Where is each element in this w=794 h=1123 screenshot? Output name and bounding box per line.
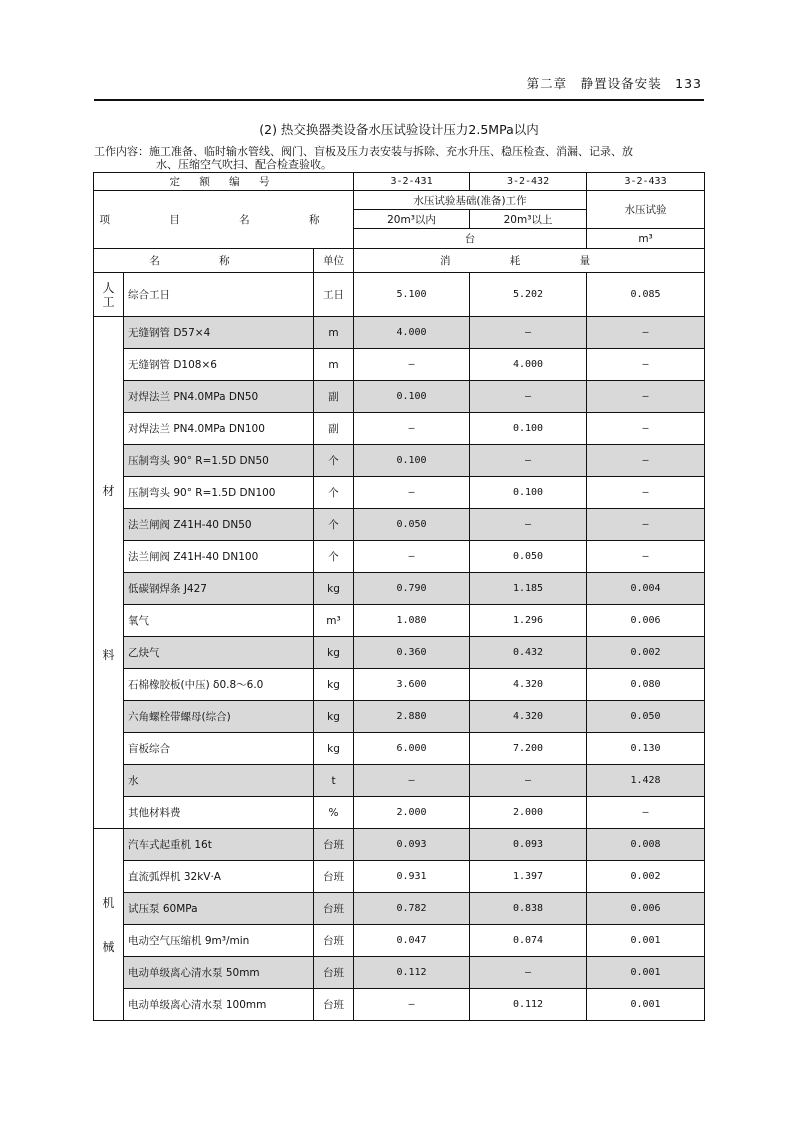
- item-unit: kg: [314, 701, 354, 733]
- work-content-line-2: 水、压缩空气吹扫、配合检查验收。: [156, 157, 332, 171]
- category-machinery-char-2: 械: [102, 939, 115, 954]
- item-value-3: 0.008: [587, 829, 705, 861]
- item-name: 试压泵 60MPa: [124, 893, 314, 925]
- table-row: [94, 477, 705, 509]
- item-name: 石棉橡胶板(中压) δ0.8～6.0: [124, 669, 314, 701]
- item-name: 对焊法兰 PN4.0MPa DN50: [124, 381, 314, 413]
- unit-header: 单位: [314, 249, 354, 273]
- item-value-2: —: [470, 381, 587, 413]
- item-value-1: —: [354, 349, 470, 381]
- sub-label-1: 20m³以内: [354, 210, 470, 229]
- item-value-3: 0.001: [587, 925, 705, 957]
- item-name: 氧气: [124, 605, 314, 637]
- item-unit: kg: [314, 669, 354, 701]
- consume-header: 消 耗 量: [354, 249, 705, 273]
- item-value-2: 1.296: [470, 605, 587, 637]
- item-value-2: 4.320: [470, 701, 587, 733]
- item-name: 六角螺栓带螺母(综合): [124, 701, 314, 733]
- item-value-3: 0.085: [587, 273, 705, 317]
- category-machinery-char-1: 机: [102, 895, 115, 910]
- quota-code-row: [94, 173, 705, 191]
- item-value-2: —: [470, 509, 587, 541]
- item-name: 电动单级离心清水泵 100mm: [124, 989, 314, 1021]
- item-name: 无缝钢管 D108×6: [124, 349, 314, 381]
- item-value-2: 4.320: [470, 669, 587, 701]
- table-row: [94, 669, 705, 701]
- item-unit: 台班: [314, 925, 354, 957]
- item-value-1: —: [354, 477, 470, 509]
- item-value-3: 0.050: [587, 701, 705, 733]
- table-row: [94, 829, 705, 861]
- item-name: 法兰闸阀 Z41H-40 DN50: [124, 509, 314, 541]
- quota-table: [93, 172, 705, 1021]
- table-row: [94, 605, 705, 637]
- item-value-1: 6.000: [354, 733, 470, 765]
- item-unit: 台班: [314, 989, 354, 1021]
- item-unit: kg: [314, 573, 354, 605]
- table-row: [94, 701, 705, 733]
- item-value-2: 1.397: [470, 861, 587, 893]
- item-value-1: 0.093: [354, 829, 470, 861]
- item-value-2: —: [470, 765, 587, 797]
- item-unit: m: [314, 349, 354, 381]
- table-row: [94, 765, 705, 797]
- table-row: [94, 893, 705, 925]
- item-value-3: 1.428: [587, 765, 705, 797]
- quota-code-label: 定 额 编 号: [94, 173, 354, 191]
- item-unit: kg: [314, 637, 354, 669]
- item-value-1: 0.100: [354, 445, 470, 477]
- item-name: 汽车式起重机 16t: [124, 829, 314, 861]
- item-unit: 个: [314, 477, 354, 509]
- item-value-2: 0.074: [470, 925, 587, 957]
- item-unit: 台班: [314, 957, 354, 989]
- item-name: 低碳钢焊条 J427: [124, 573, 314, 605]
- table-row: [94, 317, 705, 349]
- table-row: [94, 733, 705, 765]
- quota-code-3: 3-2-433: [587, 173, 705, 191]
- group-label: 水压试验基础(准备)工作: [354, 191, 587, 210]
- section-title: (2) 热交换器类设备水压试验设计压力2.5MPa以内: [259, 122, 539, 137]
- item-value-1: 0.050: [354, 509, 470, 541]
- item-value-1: 3.600: [354, 669, 470, 701]
- item-value-1: 5.100: [354, 273, 470, 317]
- item-value-3: —: [587, 477, 705, 509]
- item-name: 综合工日: [124, 273, 314, 317]
- item-name: 压制弯头 90° R=1.5D DN100: [124, 477, 314, 509]
- item-value-2: 0.050: [470, 541, 587, 573]
- item-value-2: —: [470, 317, 587, 349]
- item-value-3: —: [587, 381, 705, 413]
- item-value-3: 0.001: [587, 957, 705, 989]
- quota-code-2: 3-2-432: [470, 173, 587, 191]
- item-value-2: 5.202: [470, 273, 587, 317]
- item-value-2: 0.112: [470, 989, 587, 1021]
- table-row: [94, 413, 705, 445]
- item-value-2: 0.838: [470, 893, 587, 925]
- item-value-1: 0.047: [354, 925, 470, 957]
- table-row: [94, 445, 705, 477]
- item-value-2: 1.185: [470, 573, 587, 605]
- table-row: [94, 381, 705, 413]
- item-value-1: 1.080: [354, 605, 470, 637]
- item-value-2: 2.000: [470, 797, 587, 829]
- work-content: [94, 146, 704, 171]
- chapter-page-label: 第二章 静置设备安装 133: [526, 76, 702, 91]
- item-unit: 台班: [314, 829, 354, 861]
- item-name: 盲板综合: [124, 733, 314, 765]
- item-value-1: —: [354, 541, 470, 573]
- item-name: 对焊法兰 PN4.0MPa DN100: [124, 413, 314, 445]
- header-rule: [94, 99, 704, 101]
- item-value-3: —: [587, 445, 705, 477]
- item-value-2: 0.100: [470, 477, 587, 509]
- item-value-3: —: [587, 349, 705, 381]
- item-value-3: 0.002: [587, 861, 705, 893]
- item-name: 直流弧焊机 32kV·A: [124, 861, 314, 893]
- table-row: [94, 509, 705, 541]
- work-content-line-1: 工作内容：施工准备、临时输水管线、阀门、盲板及压力表安装与拆除、充水升压、稳压检查、消漏、记录、放: [94, 145, 633, 158]
- item-value-2: 0.093: [470, 829, 587, 861]
- table-row: [94, 637, 705, 669]
- item-value-1: 0.100: [354, 381, 470, 413]
- item-value-3: —: [587, 541, 705, 573]
- category-labor-char-1: 人: [102, 280, 115, 295]
- item-unit: 个: [314, 445, 354, 477]
- item-name: 其他材料费: [124, 797, 314, 829]
- page-header: [94, 72, 704, 100]
- item-value-1: 0.782: [354, 893, 470, 925]
- col3-label: 水压试验: [587, 191, 705, 229]
- name-header: 名 称: [94, 249, 314, 273]
- column-header-row: [94, 249, 705, 273]
- item-name-label: 项 目 名 称: [94, 191, 354, 249]
- item-value-2: 4.000: [470, 349, 587, 381]
- item-name: 电动单级离心清水泵 50mm: [124, 957, 314, 989]
- unit-tai: 台: [354, 229, 587, 249]
- item-value-1: —: [354, 765, 470, 797]
- item-unit: m³: [314, 605, 354, 637]
- item-unit: 台班: [314, 893, 354, 925]
- item-name: 电动空气压缩机 9m³/min: [124, 925, 314, 957]
- item-name: 无缝钢管 D57×4: [124, 317, 314, 349]
- table-row: [94, 349, 705, 381]
- item-value-2: 0.100: [470, 413, 587, 445]
- item-value-2: —: [470, 957, 587, 989]
- table-row: [94, 573, 705, 605]
- unit-m3: m³: [587, 229, 705, 249]
- item-value-2: 0.432: [470, 637, 587, 669]
- item-value-1: 0.790: [354, 573, 470, 605]
- item-value-3: —: [587, 317, 705, 349]
- table-row: [94, 797, 705, 829]
- table-row: [94, 989, 705, 1021]
- item-name: 压制弯头 90° R=1.5D DN50: [124, 445, 314, 477]
- table-row: [94, 957, 705, 989]
- item-unit: %: [314, 797, 354, 829]
- item-value-3: 0.130: [587, 733, 705, 765]
- table-row: [94, 541, 705, 573]
- table-row: [94, 861, 705, 893]
- item-unit: 台班: [314, 861, 354, 893]
- item-value-3: 0.004: [587, 573, 705, 605]
- item-value-3: —: [587, 509, 705, 541]
- category-materials: [94, 317, 124, 829]
- item-value-1: 0.360: [354, 637, 470, 669]
- item-value-1: —: [354, 989, 470, 1021]
- item-value-1: —: [354, 413, 470, 445]
- category-materials-char-1: 材: [102, 483, 115, 498]
- item-name: 法兰闸阀 Z41H-40 DN100: [124, 541, 314, 573]
- item-value-3: 0.001: [587, 989, 705, 1021]
- item-value-3: 0.006: [587, 605, 705, 637]
- item-unit: 工日: [314, 273, 354, 317]
- item-unit: 个: [314, 509, 354, 541]
- quota-code-1: 3-2-431: [354, 173, 470, 191]
- category-machinery: [94, 829, 124, 1021]
- item-header-row-1: [94, 191, 705, 210]
- table-row: [94, 273, 705, 317]
- item-unit: 副: [314, 381, 354, 413]
- item-unit: 副: [314, 413, 354, 445]
- table-row: [94, 925, 705, 957]
- item-value-2: —: [470, 445, 587, 477]
- item-value-3: —: [587, 797, 705, 829]
- category-labor-char-2: 工: [102, 294, 115, 309]
- item-unit: kg: [314, 733, 354, 765]
- item-value-1: 2.000: [354, 797, 470, 829]
- item-value-3: 0.080: [587, 669, 705, 701]
- category-labor: [94, 273, 124, 317]
- item-value-1: 0.112: [354, 957, 470, 989]
- item-unit: m: [314, 317, 354, 349]
- category-materials-char-2: 料: [102, 647, 115, 662]
- sub-label-2: 20m³以上: [470, 210, 587, 229]
- item-value-3: 0.002: [587, 637, 705, 669]
- item-value-1: 4.000: [354, 317, 470, 349]
- item-value-2: 7.200: [470, 733, 587, 765]
- item-name: 乙炔气: [124, 637, 314, 669]
- item-value-3: 0.006: [587, 893, 705, 925]
- item-unit: 个: [314, 541, 354, 573]
- item-unit: t: [314, 765, 354, 797]
- item-name: 水: [124, 765, 314, 797]
- item-value-1: 2.880: [354, 701, 470, 733]
- item-value-3: —: [587, 413, 705, 445]
- item-value-1: 0.931: [354, 861, 470, 893]
